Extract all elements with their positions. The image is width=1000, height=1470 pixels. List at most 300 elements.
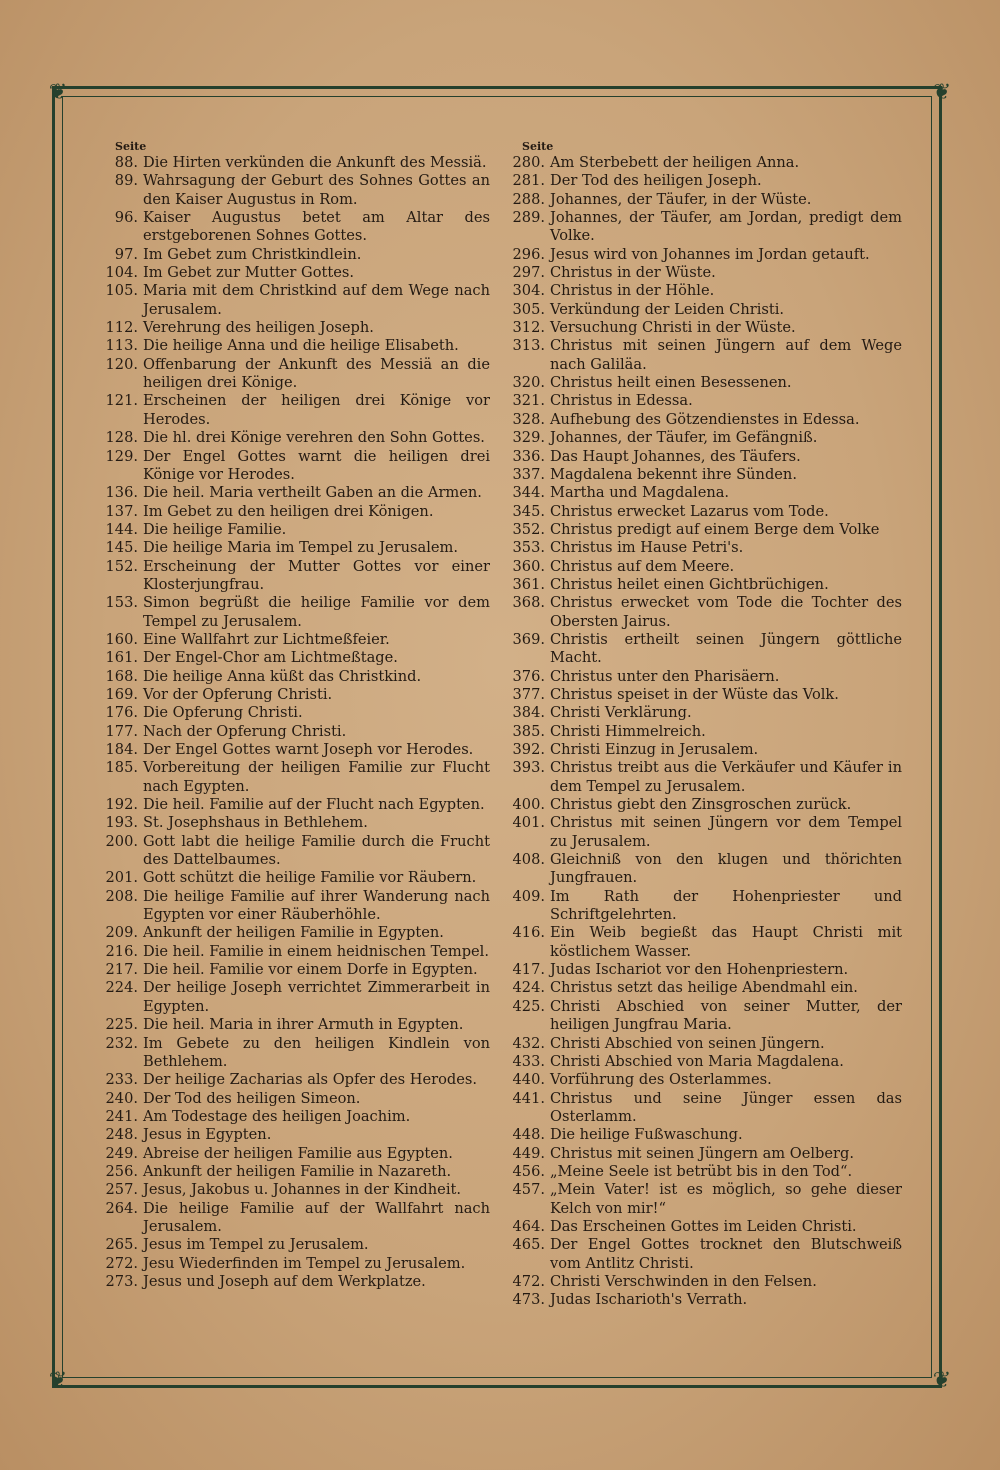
entry-title: Im Gebet zu den heiligen drei Königen. [143,502,434,520]
entry-title: Im Rath der Hohenpriester und Schriftgelehrten. [550,887,902,924]
page-number: 385. [512,722,545,740]
page-number: 425. [512,997,545,1015]
index-entry [100,1236,490,1254]
page-number: 433. [512,1052,545,1070]
page-number: 313. [512,337,545,355]
entry-title: Gleichniß von den klugen und thörichten Jungfrauen. [550,851,902,887]
entry-title: Kaiser Augustus betet am Altar des erstgeborenen Sohnes Gottes. [143,209,490,245]
index-entry [507,558,902,576]
entry-title: Vorführung des Osterlammes. [550,1071,772,1089]
index-entry [100,558,490,595]
entry-title: Vor der Opferung Christi. [143,685,333,703]
entry-title: St. Josephshaus in Bethlehem. [143,814,368,832]
entry-title: Die Hirten verkünden die Ankunft des Messiä. [143,154,487,171]
page-number: 336. [512,447,545,465]
entry-title: Christus predigt auf einem Berge dem Volke [550,520,880,538]
page-number: 184. [105,741,138,758]
index-entry [507,466,902,484]
entry-title: „Mein Vater! ist es möglich, so gehe dieser Kelch von mir!“ [550,1181,902,1217]
index-entry [507,888,902,925]
index-entry [507,741,902,759]
page-number: 161. [105,649,138,667]
page-number: 160. [105,630,138,648]
page-number: 249. [105,1144,138,1162]
entry-title: Christus in der Wüste. [550,264,716,282]
page-number: 288. [512,190,545,208]
page-number: 353. [512,539,545,557]
entry-title: Das Haupt Johannes, des Täufers. [550,447,801,465]
index-entry [100,264,490,282]
page-number: 464. [512,1217,545,1235]
page-number: 168. [105,667,138,685]
page-number: 208. [105,887,138,905]
index-entry [100,1163,490,1181]
index-entry [507,1053,902,1071]
index-entry [507,668,902,686]
entry-title: Ankunft der heiligen Familie in Egypten. [143,924,444,942]
entry-title: Johannes, der Täufer, im Gefängniß. [550,429,818,447]
page-number: 128. [105,429,138,447]
page-number: 256. [105,1162,138,1180]
page-number: 401. [512,814,545,832]
index-entry [100,796,490,814]
entry-title: Christus auf dem Meere. [550,557,735,575]
entry-title: Der heilige Zacharias als Opfer des Herodes. [143,1071,477,1089]
page-number: 177. [105,722,138,740]
page-number: 337. [512,465,545,483]
index-entry [507,814,902,851]
page-number: 345. [512,502,545,520]
entry-title: Christus erwecket Lazarus vom Tode. [550,502,829,520]
page-number: 456. [512,1162,545,1180]
index-entry [507,1090,902,1127]
page-number: 369. [512,630,545,648]
index-entry [507,521,902,539]
page-number: 248. [105,1126,138,1144]
page-number: 384. [512,704,545,722]
index-entry [100,429,490,447]
page-number: 169. [105,685,138,703]
entry-title: Die heil. Familie in einem heidnischen Tempel. [143,942,489,960]
page-number: 112. [105,319,138,337]
index-entry [100,1200,490,1237]
left-index-column [100,136,490,1291]
index-entry [507,191,902,209]
index-entry [507,723,902,741]
index-entry [507,1071,902,1089]
right-index-column [507,136,902,1310]
index-entry [100,631,490,649]
index-entry [100,814,490,832]
index-entry [100,282,490,319]
index-entry [507,154,902,172]
index-entry [100,723,490,741]
entry-title: Jesus wird von Johannes im Jordan getauft. [550,245,870,263]
page-number: 192. [105,796,138,814]
page-number: 321. [512,392,545,410]
entry-title: Christus treibt aus die Verkäufer und Käufer in dem Tempel zu Jerusalem. [550,759,902,795]
corner-ornament-top-left: ❦ [48,80,68,105]
entry-title: Verehrung des heiligen Joseph. [143,319,374,337]
entry-title: Christus heilet einen Gichtbrüchigen. [550,575,829,593]
index-entry [100,1071,490,1089]
page-number: 265. [105,1236,138,1254]
index-entry [100,337,490,355]
page-number: 393. [512,759,545,777]
index-entry [100,484,490,502]
entry-title: Die heilige Familie auf ihrer Wanderung nach Egypten vor einer Räuberhöhle. [143,887,490,924]
page-number: 296. [512,245,545,263]
page-number: 217. [105,961,138,979]
entry-title: Vorbereitung der heiligen Familie zur Flucht nach Egypten. [143,759,490,795]
index-entry [507,1163,902,1181]
entry-title: Das Erscheinen Gottes im Leiden Christi. [550,1217,857,1235]
page-number: 297. [512,264,545,282]
entry-title: Jesus in Egypten. [143,1126,272,1144]
index-entry [507,301,902,319]
page-number: 400. [512,796,545,814]
entry-title: Christi Abschied von seinen Jüngern. [550,1034,825,1052]
page-number: 264. [105,1199,138,1217]
index-entry [507,631,902,668]
entry-title: Offenbarung der Ankunft des Messiä an die heiligen drei Könige. [143,355,490,392]
index-entry [100,979,490,1016]
entry-title: Die heil. Familie auf der Flucht nach Egypten. [143,796,485,814]
entry-title: Christus unter den Pharisäern. [550,667,780,685]
index-entry [507,539,902,557]
entry-title: Christi Himmelreich. [550,722,706,740]
entry-title: Johannes, der Täufer, am Jordan, predigt dem Volke. [550,209,902,245]
entry-title: Simon begrüßt die heilige Familie vor dem Tempel zu Jerusalem. [143,594,490,630]
entry-title: Im Gebete zu den heiligen Kindlein von Bethlehem. [143,1034,490,1070]
index-entry [507,448,902,466]
index-entry [100,356,490,393]
index-entry [507,704,902,722]
corner-ornament-bottom-left: ❦ [48,1368,68,1393]
entry-title: Im Gebet zum Christkindlein. [143,245,362,263]
entry-title: Der Engel Gottes trocknet den Blutschweiß vom Antlitz Christi. [550,1236,902,1272]
index-entry [507,392,902,410]
entry-title: Christis ertheilt seinen Jüngern göttliche Macht. [550,630,902,667]
index-entry [100,924,490,942]
page-number: 472. [512,1272,545,1290]
entry-title: Judas Ischariot vor den Hohenpriestern. [550,961,849,979]
page-number: 201. [105,869,138,887]
page-number: 432. [512,1034,545,1052]
page-number: 129. [105,447,138,465]
index-entry [507,759,902,796]
index-entry [507,1181,902,1218]
index-entry [100,961,490,979]
page-number: 216. [105,942,138,960]
seite-header: Seite [522,140,554,153]
index-entry [507,594,902,631]
page-number: 225. [105,1016,138,1034]
entry-title: Magdalena bekennt ihre Sünden. [550,465,797,483]
page-number: 240. [105,1089,138,1107]
entry-title: Im Gebet zur Mutter Gottes. [143,264,354,282]
entry-title: Der Tod des heiligen Simeon. [143,1089,361,1107]
page-number: 89. [114,172,138,190]
index-entry [100,869,490,887]
index-entry [100,943,490,961]
page-number: 232. [105,1034,138,1052]
index-entry [507,337,902,374]
page-number: 257. [105,1181,138,1199]
page-number: 416. [512,924,545,942]
entry-title: Der heilige Joseph verrichtet Zimmerarbeit in Egypten. [143,979,490,1015]
index-entry [100,1273,490,1291]
entry-title: Verkündung der Leiden Christi. [550,300,785,318]
index-entry [100,686,490,704]
page-number: 88. [114,154,138,171]
entry-title: Christus giebt den Zinsgroschen zurück. [550,796,852,814]
entry-title: „Meine Seele ist betrübt bis in den Tod“. [550,1162,853,1180]
entry-title: Jesus im Tempel zu Jerusalem. [143,1236,369,1254]
entry-title: Der Engel Gottes warnt die heiligen drei Könige vor Herodes. [143,447,490,483]
index-entry [507,1218,902,1236]
entry-title: Die heilige Familie. [143,520,287,538]
entry-title: Ankunft der heiligen Familie in Nazareth. [143,1162,452,1180]
page-number: 144. [105,520,138,538]
entry-title: Die heilige Maria im Tempel zu Jerusalem. [143,539,458,557]
index-entry [100,1126,490,1144]
entry-title: Christus mit seinen Jüngern auf dem Wege nach Galiläa. [550,337,902,373]
page-number: 448. [512,1126,545,1144]
index-entry [507,1236,902,1273]
entry-title: Gott labt die heilige Familie durch die Frucht des Dattelbaumes. [143,832,490,869]
page-number: 273. [105,1272,138,1290]
index-entry [507,998,902,1035]
page-number: 185. [105,759,138,777]
page-number: 408. [512,851,545,869]
index-entry [507,961,902,979]
page-number: 368. [512,594,545,612]
entry-title: Christi Einzug in Jerusalem. [550,741,759,758]
page-number: 281. [512,172,545,190]
page-number: 272. [105,1254,138,1272]
entry-title: Christus erwecket vom Tode die Tochter des Obersten Jairus. [550,594,902,630]
index-entry [100,1035,490,1072]
page-number: 176. [105,704,138,722]
index-entry [507,1035,902,1053]
page-number: 424. [512,979,545,997]
entry-title: Ein Weib begießt das Haupt Christi mit köstlichem Wasser. [550,924,902,960]
left-entry-list [100,154,490,1291]
page-number: 224. [105,979,138,997]
index-entry [100,246,490,264]
index-entry [507,319,902,337]
page-number: 280. [512,154,545,171]
entry-title: Christi Abschied von Maria Magdalena. [550,1052,844,1070]
entry-title: Jesus und Joseph auf dem Werkplatze. [143,1272,426,1290]
index-entry [100,888,490,925]
index-entry [100,503,490,521]
page-number: 241. [105,1107,138,1125]
entry-title: Christus mit seinen Jüngern vor dem Tempel zu Jerusalem. [550,814,902,850]
index-entry [507,686,902,704]
index-entry [507,374,902,392]
entry-title: Versuchung Christi in der Wüste. [550,319,796,337]
index-entry [507,796,902,814]
page-number: 361. [512,575,545,593]
index-entry [100,1108,490,1126]
entry-title: Die hl. drei Könige verehren den Sohn Gottes. [143,429,485,447]
entry-title: Christus und seine Jünger essen das Osterlamm. [550,1089,902,1125]
page-number: 120. [105,355,138,373]
corner-ornament-top-right: ❦ [932,80,952,105]
page-number: 440. [512,1071,545,1089]
page-number: 153. [105,594,138,612]
page-number: 352. [512,520,545,538]
index-entry [100,649,490,667]
index-entry [507,1273,902,1291]
index-entry [100,172,490,209]
entry-title: Die heilige Anna küßt das Christkind. [143,667,422,685]
entry-title: Christus in Edessa. [550,392,693,410]
entry-title: Eine Wallfahrt zur Lichtmeßfeier. [143,630,390,648]
index-entry [100,759,490,796]
index-entry [507,264,902,282]
entry-title: Judas Ischarioth's Verrath. [550,1291,748,1309]
index-entry [507,979,902,997]
page-number: 417. [512,961,545,979]
entry-title: Die heilige Fußwaschung. [550,1126,743,1144]
index-entry [507,503,902,521]
index-entry [100,1255,490,1273]
entry-title: Erscheinen der heiligen drei Könige vor Herodes. [143,392,490,428]
entry-title: Martha und Magdalena. [550,484,730,502]
index-entry [100,594,490,631]
page-number: 96. [114,209,138,227]
right-entry-list [507,154,902,1310]
entry-title: Die heilige Familie auf der Wallfahrt nach Jerusalem. [143,1199,490,1235]
index-entry [100,154,490,172]
page-number: 377. [512,685,545,703]
entry-title: Johannes, der Täufer, in der Wüste. [550,190,812,208]
page-number: 145. [105,539,138,557]
page-number: 344. [512,484,545,502]
entry-title: Erscheinung der Mutter Gottes vor einer Klosterjungfrau. [143,557,490,593]
page-number: 449. [512,1144,545,1162]
page-number: 392. [512,741,545,758]
index-entry [100,521,490,539]
index-entry [507,282,902,300]
entry-title: Christus speiset in der Wüste das Volk. [550,685,839,703]
entry-title: Die heil. Maria in ihrer Armuth in Egypten. [143,1016,464,1034]
index-entry [507,576,902,594]
index-entry [507,1291,902,1309]
page-number: 152. [105,557,138,575]
seite-header: Seite [115,140,147,153]
entry-title: Der Engel-Chor am Lichtmeßtage. [143,649,398,667]
entry-title: Christus in der Höhle. [550,282,715,300]
entry-title: Die Opferung Christi. [143,704,303,722]
index-entry [507,429,902,447]
entry-title: Maria mit dem Christkind auf dem Wege nach Jerusalem. [143,282,490,318]
index-entry [100,392,490,429]
page-number: 305. [512,300,545,318]
page-number: 409. [512,887,545,905]
page-number: 376. [512,667,545,685]
index-entry [100,1181,490,1199]
entry-title: Christus mit seinen Jüngern am Oelberg. [550,1144,854,1162]
page-number: 465. [512,1236,545,1254]
page-number: 473. [512,1291,545,1309]
entry-title: Die heil. Maria vertheilt Gaben an die Armen. [143,484,482,502]
page-number: 457. [512,1181,545,1199]
index-entry [507,924,902,961]
page-number: 320. [512,374,545,392]
entry-title: Nach der Opferung Christi. [143,722,347,740]
index-entry [100,319,490,337]
entry-title: Der Engel Gottes warnt Joseph vor Herodes. [143,741,474,758]
entry-title: Christus im Hause Petri's. [550,539,744,557]
entry-title: Der Tod des heiligen Joseph. [550,172,762,190]
page-number: 328. [512,410,545,428]
page-number: 137. [105,502,138,520]
entry-title: Jesus, Jakobus u. Johannes in der Kindheit. [143,1181,461,1199]
page-number: 200. [105,832,138,850]
index-entry [100,209,490,246]
page-number: 329. [512,429,545,447]
index-entry [507,411,902,429]
index-entry [507,1126,902,1144]
entry-title: Jesu Wiederfinden im Tempel zu Jerusalem. [143,1254,466,1272]
page-number: 113. [105,337,138,355]
index-entry [507,246,902,264]
index-entry [507,209,902,246]
entry-title: Christus heilt einen Besessenen. [550,374,792,392]
page-number: 193. [105,814,138,832]
entry-title: Am Sterbebett der heiligen Anna. [550,154,800,171]
entry-title: Abreise der heiligen Familie aus Egypten. [143,1144,453,1162]
page-number: 121. [105,392,138,410]
index-entry [100,668,490,686]
index-entry [507,484,902,502]
entry-title: Christi Abschied von seiner Mutter, der heiligen Jungfrau Maria. [550,997,902,1034]
entry-title: Christus setzt das heilige Abendmahl ein. [550,979,858,997]
entry-title: Die heil. Familie vor einem Dorfe in Egypten. [143,961,478,979]
entry-title: Aufhebung des Götzendienstes in Edessa. [550,410,860,428]
page-number: 304. [512,282,545,300]
index-entry [507,172,902,190]
page-number: 312. [512,319,545,337]
entry-title: Die heilige Anna und die heilige Elisabeth. [143,337,459,355]
page-number: 104. [105,264,138,282]
index-entry [507,1145,902,1163]
page-number: 233. [105,1071,138,1089]
index-entry [507,851,902,888]
entry-title: Christi Verklärung. [550,704,692,722]
index-entry [100,833,490,870]
entry-title: Am Todestage des heiligen Joachim. [143,1107,411,1125]
corner-ornament-bottom-right: ❦ [932,1368,952,1393]
index-entry [100,1145,490,1163]
entry-title: Christi Verschwinden in den Felsen. [550,1272,817,1290]
index-entry [100,741,490,759]
page-number: 97. [114,245,138,263]
entry-title: Wahrsagung der Geburt des Sohnes Gottes an den Kaiser Augustus in Rom. [143,172,490,208]
page-number: 441. [512,1089,545,1107]
page-number: 209. [105,924,138,942]
page-number: 360. [512,557,545,575]
page-number: 136. [105,484,138,502]
page-number: 105. [105,282,138,300]
index-entry [100,1016,490,1034]
index-entry [100,1090,490,1108]
page-number: 289. [512,209,545,227]
